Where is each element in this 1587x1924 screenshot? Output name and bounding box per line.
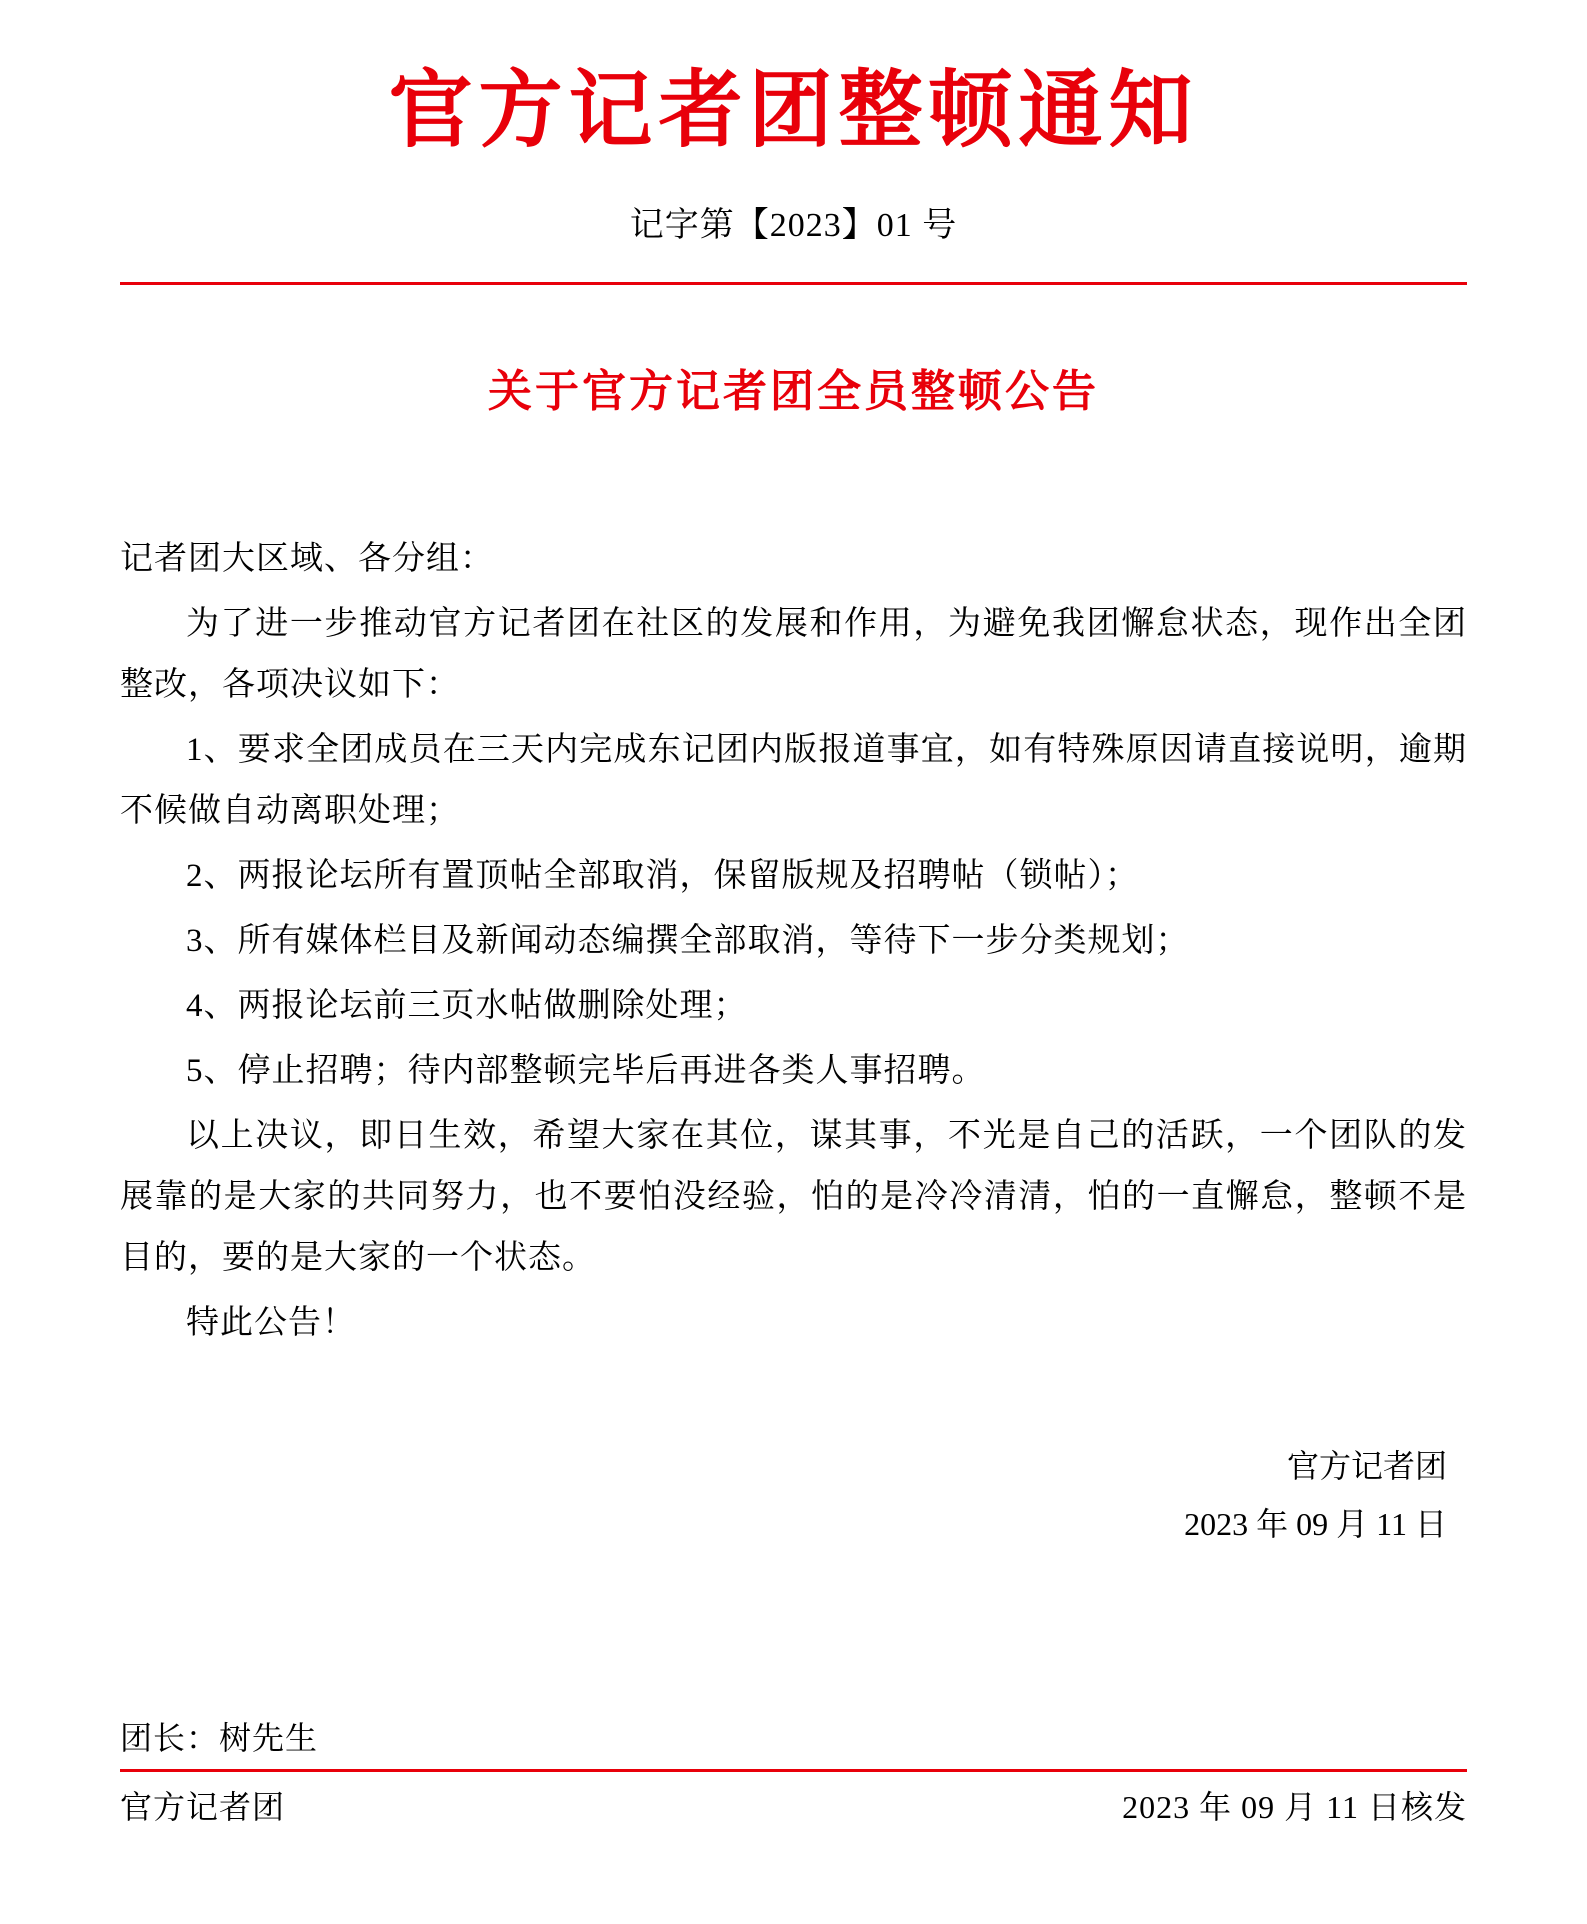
document-body bbox=[120, 419, 1467, 1355]
footer-issue-date: 2023 年 09 月 11 日核发 bbox=[1122, 1789, 1467, 1825]
announcement-subtitle: 关于官方记者团全员整顿公告 bbox=[488, 365, 1099, 417]
page-title: 官方记者团整顿通知 bbox=[388, 60, 1199, 159]
resolution-item-4: 4、两报论坛前三页水帖做删除处理； bbox=[186, 987, 748, 1024]
closing-paragraph: 以上决议，即日生效，希望大家在其位，谋其事，不光是自己的活跃，一个团队的发展靠的是大家的共同努力，也不要怕没经验，怕的是冷冷清清，怕的一直懈怠，整顿不是目的，要的是大家的一个状态。 bbox=[120, 1118, 1467, 1277]
signature-date: 2023 年 09 月 11 日 bbox=[1184, 1505, 1447, 1542]
document-number: 记字第【2023】01 号 bbox=[629, 206, 958, 244]
footer-row bbox=[120, 1772, 1467, 1828]
salutation: 记者团大区域、各分组： bbox=[120, 540, 494, 577]
resolution-item-5: 5、停止招聘；待内部整顿完毕后再进各类人事招聘。 bbox=[186, 1052, 986, 1089]
resolution-item-2: 2、两报论坛所有置顶帖全部取消，保留版规及招聘帖（锁帖）； bbox=[186, 857, 1139, 894]
document-footer bbox=[120, 1713, 1467, 1828]
resolution-item-1: 1、要求全团成员在三天内完成东记团内版报道事宜，如有特殊原因请直接说明，逾期不候做自动离职处理； bbox=[120, 731, 1467, 829]
signature-org: 官方记者团 bbox=[1286, 1448, 1447, 1485]
chief-label: 团长：树先生 bbox=[120, 1720, 319, 1756]
resolution-item-3: 3、所有媒体栏目及新闻动态编撰全部取消，等待下一步分类规划； bbox=[186, 922, 1190, 959]
footer-org: 官方记者团 bbox=[120, 1789, 286, 1825]
final-note: 特此公告！ bbox=[186, 1305, 356, 1342]
signature-block bbox=[120, 1358, 1467, 1553]
intro-paragraph: 为了进一步推动官方记者团在社区的发展和作用，为避免我团懈怠状态，现作出全团整改，各项决议如下： bbox=[120, 605, 1467, 703]
